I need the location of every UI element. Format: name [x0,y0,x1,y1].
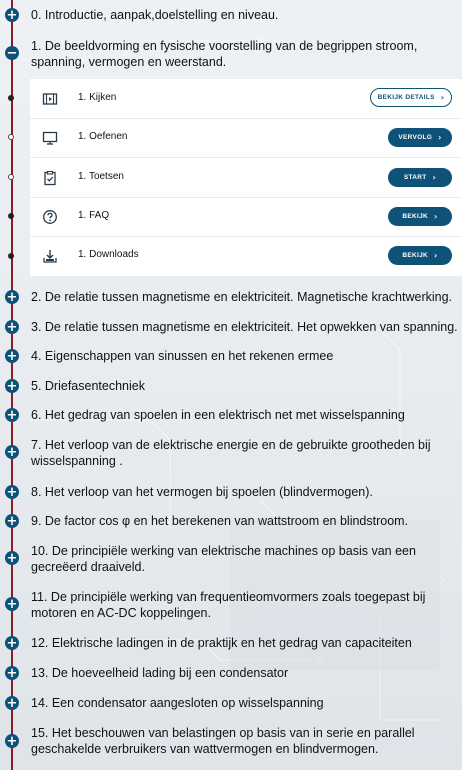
expand-chapter-5-button[interactable] [5,379,19,393]
chapter-title-9[interactable]: 9. De factor cos φ en het berekenen van wattstroom en blindstroom. [31,514,409,528]
chapter-title-4[interactable]: 4. Eigenschappen van sinussen en het rekenen ermee [31,349,334,363]
chapter-title-15[interactable]: 15. Het beschouwen van belastingen op basis van in serie en parallel geschakelde verbruikers van wattvermogen en blindvermogen. [31,726,415,756]
plus-icon: + [6,550,18,566]
plus-icon: + [6,289,18,305]
download-icon [42,248,58,264]
chevron-right-icon: › [434,251,438,260]
chapter-title-13[interactable]: 13. De hoeveelheid lading bij een condensator [31,666,289,680]
chapter-title-11[interactable]: 11. De principiële werking van frequentieomvormers zoals toegepast bij motoren en AC-DC koppelingen. [31,590,426,620]
chapter-title-12[interactable]: 12. Elektrische ladingen in de praktijk en het gedrag van capaciteiten [31,636,412,650]
timeline-dot [8,213,14,219]
start-button[interactable] [388,168,452,187]
button-label: VERVOLG [398,134,433,141]
chapter-title-2[interactable]: 2. De relatie tussen magnetisme en elektriciteit. Magnetische krachtwerking. [31,290,453,304]
expand-chapter-8-button[interactable] [5,485,19,499]
expand-chapter-11-button[interactable] [5,597,19,611]
plus-icon: + [6,7,18,23]
button-label: START [403,174,427,181]
chapter-title-8[interactable]: 8. Het verloop van het vermogen bij spoelen (blindvermogen). [31,485,373,499]
expand-chapter-14-button[interactable] [5,696,19,710]
lesson-label: 1. Oefenen [78,131,128,142]
lesson-label: 1. Toetsen [78,171,124,182]
plus-icon: + [6,444,18,460]
lesson-row-kijken [30,79,462,119]
chapter-title-14[interactable]: 14. Een condensator aangesloten op wisselspanning [31,696,324,710]
plus-icon: + [6,733,18,749]
vervolg-button[interactable] [388,128,452,147]
plus-icon: + [6,407,18,423]
plus-icon: + [6,319,18,335]
chapter-title-10[interactable]: 10. De principiële werking van elektrische machines op basis van een gecreëerd draaiveld. [31,544,416,574]
plus-icon: + [6,484,18,500]
button-label: BEKIJK [402,252,429,259]
plus-icon: + [6,695,18,711]
expand-chapter-3-button[interactable] [5,320,19,334]
expand-chapter-7-button[interactable] [5,445,19,459]
minus-icon: − [6,45,18,61]
bekijk-faq-button[interactable] [388,207,452,226]
chevron-right-icon: › [440,93,445,102]
help-circle-icon [42,209,58,225]
plus-icon: + [6,348,18,364]
lesson-label: 1. FAQ [78,210,110,221]
plus-icon: + [6,378,18,394]
button-label: BEKIJK [402,213,429,220]
expand-chapter-0-button[interactable] [5,8,19,22]
lesson-panel [30,79,462,276]
timeline-dot [8,253,14,259]
timeline-dot [8,174,14,180]
video-icon [42,91,58,107]
clipboard-check-icon [42,170,58,186]
expand-chapter-6-button[interactable] [5,408,19,422]
expand-chapter-12-button[interactable] [5,636,19,650]
bekijk-downloads-button[interactable] [388,246,452,265]
chapter-title-3[interactable]: 3. De relatie tussen magnetisme en elektriciteit. Het opwekken van spanning. [31,320,458,334]
expand-chapter-9-button[interactable] [5,514,19,528]
expand-chapter-10-button[interactable] [5,551,19,565]
expand-chapter-13-button[interactable] [5,666,19,680]
lesson-label: 1. Kijken [78,92,117,103]
chapter-title-5[interactable]: 5. Driefasentechniek [31,379,145,393]
timeline-dot [8,134,14,140]
expand-chapter-4-button[interactable] [5,349,19,363]
lesson-row-faq [30,197,462,237]
lesson-label: 1. Downloads [78,249,139,260]
chapter-title-0[interactable]: 0. Introductie, aanpak,doelstelling en niveau. [31,8,279,22]
chevron-right-icon: › [434,212,438,221]
plus-icon: + [6,596,18,612]
expand-chapter-15-button[interactable] [5,734,19,748]
chapter-title-7[interactable]: 7. Het verloop van de elektrische energie en de gebruikte grootheden bij wisselspanning . [31,438,431,468]
chevron-right-icon: › [438,133,442,142]
expand-chapter-2-button[interactable] [5,290,19,304]
chapter-title-1[interactable]: 1. De beeldvorming en fysische voorstelling van de begrippen stroom, spanning, vermogen en weerstand. [31,39,418,69]
chapter-title-6[interactable]: 6. Het gedrag van spoelen in een elektrisch net met wisselspanning [31,408,405,422]
button-label: BEKIJK DETAILS [377,94,435,101]
plus-icon: + [6,513,18,529]
lesson-row-downloads [30,236,462,276]
timeline-dot [8,95,14,101]
lesson-row-toetsen [30,158,462,198]
chevron-right-icon: › [432,173,437,182]
bekijk-details-button[interactable] [370,88,452,107]
collapse-chapter-1-button[interactable] [5,46,19,60]
monitor-icon [42,130,58,146]
plus-icon: + [6,665,18,681]
lesson-row-oefenen [30,118,462,158]
plus-icon: + [6,635,18,651]
